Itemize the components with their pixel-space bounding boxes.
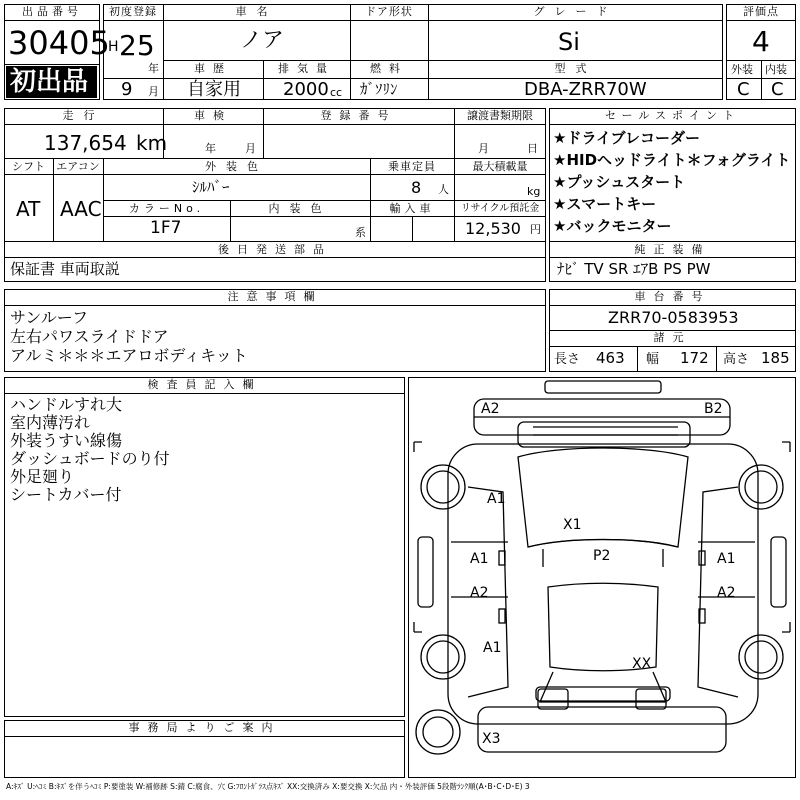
int-color-unit: 系 bbox=[355, 226, 366, 239]
transfer-month-unit: 月 bbox=[478, 142, 489, 155]
damage-mark: A2 bbox=[481, 401, 500, 417]
mileage-label: 走行 bbox=[62, 109, 105, 122]
inspector-line: 外装うすい線傷 bbox=[10, 431, 123, 450]
legend: A:ｷｽﾞ U:ﾍｺﾐ B:ｷｽﾞを伴うﾍｺﾐ P:要塗装 W:補修跡 S:錆 C:腐食、穴 G:ﾌﾛﾝﾄｶﾞﾗｽ点ｷｽﾞ XX:交換済み X:要交換 X:欠品 内・外装評価 5段階ﾗﾝｸ順(A･B･C･D･E) 3 bbox=[6, 782, 530, 791]
note-line: アルミ＊＊＊エアロボディキット bbox=[10, 346, 248, 365]
door-label: ドア形状 bbox=[365, 5, 413, 18]
inspection-month-unit: 月 bbox=[245, 142, 256, 155]
damage-mark: A1 bbox=[483, 640, 502, 656]
mileage: 137,654 bbox=[44, 131, 127, 155]
later-parts: 保証書 車両取説 bbox=[10, 260, 120, 278]
inspector-line: ハンドルすれ大 bbox=[10, 395, 123, 414]
inspector-line: 外足廻り bbox=[10, 467, 75, 486]
color-no: 1F7 bbox=[150, 218, 182, 238]
load-unit: kg bbox=[527, 185, 541, 198]
inspector-line: ダッシュボードのり付 bbox=[10, 449, 170, 468]
damage-mark: A2 bbox=[470, 585, 489, 601]
int-color-label: 内装色 bbox=[268, 202, 332, 215]
recycle: 12,530 bbox=[465, 219, 521, 238]
mileage-unit: km bbox=[136, 131, 168, 155]
office-label: 事務局よりご案内 bbox=[128, 721, 281, 734]
history-label: 車歴 bbox=[194, 62, 232, 75]
shift: AT bbox=[16, 197, 41, 221]
length: 463 bbox=[596, 349, 625, 367]
sales-point-item: ★HIDヘッドライト＊フォグライト bbox=[553, 151, 791, 169]
genuine-equipment: ﾅﾋﾞ TV SR ｴｱB PS PW bbox=[557, 260, 711, 278]
car-name: ノア bbox=[240, 28, 285, 53]
damage-mark: A2 bbox=[717, 585, 736, 601]
sales-point-item: ★ドライブレコーダー bbox=[553, 129, 700, 147]
interior-grade: C bbox=[771, 79, 784, 100]
month-unit: 月 bbox=[148, 85, 159, 98]
inspection-label: 車検 bbox=[194, 109, 232, 122]
era: H bbox=[108, 39, 119, 55]
note-line: サンルーフ bbox=[10, 308, 89, 327]
shift-label: シフト bbox=[12, 160, 45, 173]
displacement-unit: cc bbox=[330, 86, 343, 99]
chassis-number: ZRR70-0583953 bbox=[608, 308, 739, 327]
damage-mark: XX bbox=[632, 656, 652, 672]
note-line: 左右パワスライドドア bbox=[10, 327, 169, 346]
damage-mark: X1 bbox=[563, 517, 582, 533]
damage-mark: A1 bbox=[470, 551, 489, 567]
ext-color-label: 外装色 bbox=[205, 160, 268, 173]
ac: AAC bbox=[60, 197, 102, 221]
reg-month: 9 bbox=[121, 79, 133, 100]
sales-point-item: ★プッシュスタート bbox=[553, 173, 686, 191]
score: 4 bbox=[752, 25, 770, 58]
capacity-unit: 人 bbox=[438, 183, 449, 196]
inspector-line: 室内薄汚れ bbox=[10, 413, 91, 432]
transfer-day-unit: 日 bbox=[527, 142, 538, 155]
inspector-label: 検査員記入欄 bbox=[147, 378, 262, 391]
damage-mark: P2 bbox=[593, 548, 611, 564]
model-label: 型式 bbox=[554, 62, 597, 75]
genuine-label: 純正装備 bbox=[634, 243, 711, 256]
lot-number: 30405 bbox=[8, 24, 110, 62]
dims-label: 諸元 bbox=[653, 331, 692, 344]
reg-year: 25 bbox=[119, 29, 155, 62]
import-label: 輸入車 bbox=[389, 202, 435, 215]
height-label: 高さ bbox=[723, 352, 750, 367]
reg-no-label: 登録番号 bbox=[320, 109, 397, 122]
sales-point-item: ★バックモニター bbox=[553, 217, 672, 235]
exterior-grade: C bbox=[737, 79, 750, 100]
capacity: 8 bbox=[411, 178, 422, 197]
damage-mark: B2 bbox=[704, 401, 723, 417]
length-label: 長さ bbox=[554, 352, 581, 367]
grade: Si bbox=[558, 28, 580, 56]
height: 185 bbox=[761, 349, 790, 367]
sales-point-item: ★スマートキー bbox=[553, 195, 657, 213]
recycle-label: リサイクル預託金 bbox=[460, 203, 540, 214]
car-body-diagram bbox=[408, 377, 796, 778]
color-no-label: カラーNo. bbox=[128, 202, 205, 215]
load-label: 最大積載量 bbox=[472, 160, 528, 173]
model: DBA-ZRR70W bbox=[524, 79, 647, 100]
transfer-label: 譲渡書類期限 bbox=[467, 109, 533, 122]
interior-label: 内装 bbox=[765, 63, 787, 76]
inspection-year-unit: 年 bbox=[205, 142, 216, 155]
history: 自家用 bbox=[187, 79, 241, 100]
inspector-line: シートカバー付 bbox=[10, 485, 122, 504]
first-reg-label: 初度登録 bbox=[109, 5, 157, 18]
fuel: ｶﾞｿﾘﾝ bbox=[360, 80, 398, 98]
later-parts-label: 後日発送部品 bbox=[218, 243, 332, 256]
damage-mark: X3 bbox=[482, 731, 501, 747]
ext-color: ｼﾙﾊﾞｰ bbox=[192, 178, 230, 196]
chassis-label: 車台番号 bbox=[634, 290, 711, 303]
damage-mark: A1 bbox=[717, 551, 736, 567]
displacement-label: 排気量 bbox=[278, 62, 335, 75]
width: 172 bbox=[680, 349, 709, 367]
damage-mark: A1 bbox=[487, 491, 506, 507]
lot-number-label: 出品番号 bbox=[22, 5, 82, 18]
displacement: 2000 bbox=[283, 79, 329, 100]
recycle-unit: 円 bbox=[530, 223, 541, 236]
year-unit: 年 bbox=[148, 62, 159, 75]
score-label: 評価点 bbox=[743, 5, 779, 18]
first-listing-text: 初出品 bbox=[10, 67, 89, 97]
sales-points-label: セールスポイント bbox=[604, 109, 740, 122]
exterior-label: 外装 bbox=[731, 63, 753, 76]
car-name-label: 車名 bbox=[235, 5, 278, 18]
grade-label: グレード bbox=[533, 5, 618, 18]
ac-label: エアコン bbox=[56, 160, 100, 173]
capacity-label: 乗車定員 bbox=[388, 160, 436, 173]
notes-label: 注意事項欄 bbox=[227, 290, 323, 303]
fuel-label: 燃料 bbox=[370, 62, 408, 75]
width-label: 幅 bbox=[646, 352, 660, 367]
